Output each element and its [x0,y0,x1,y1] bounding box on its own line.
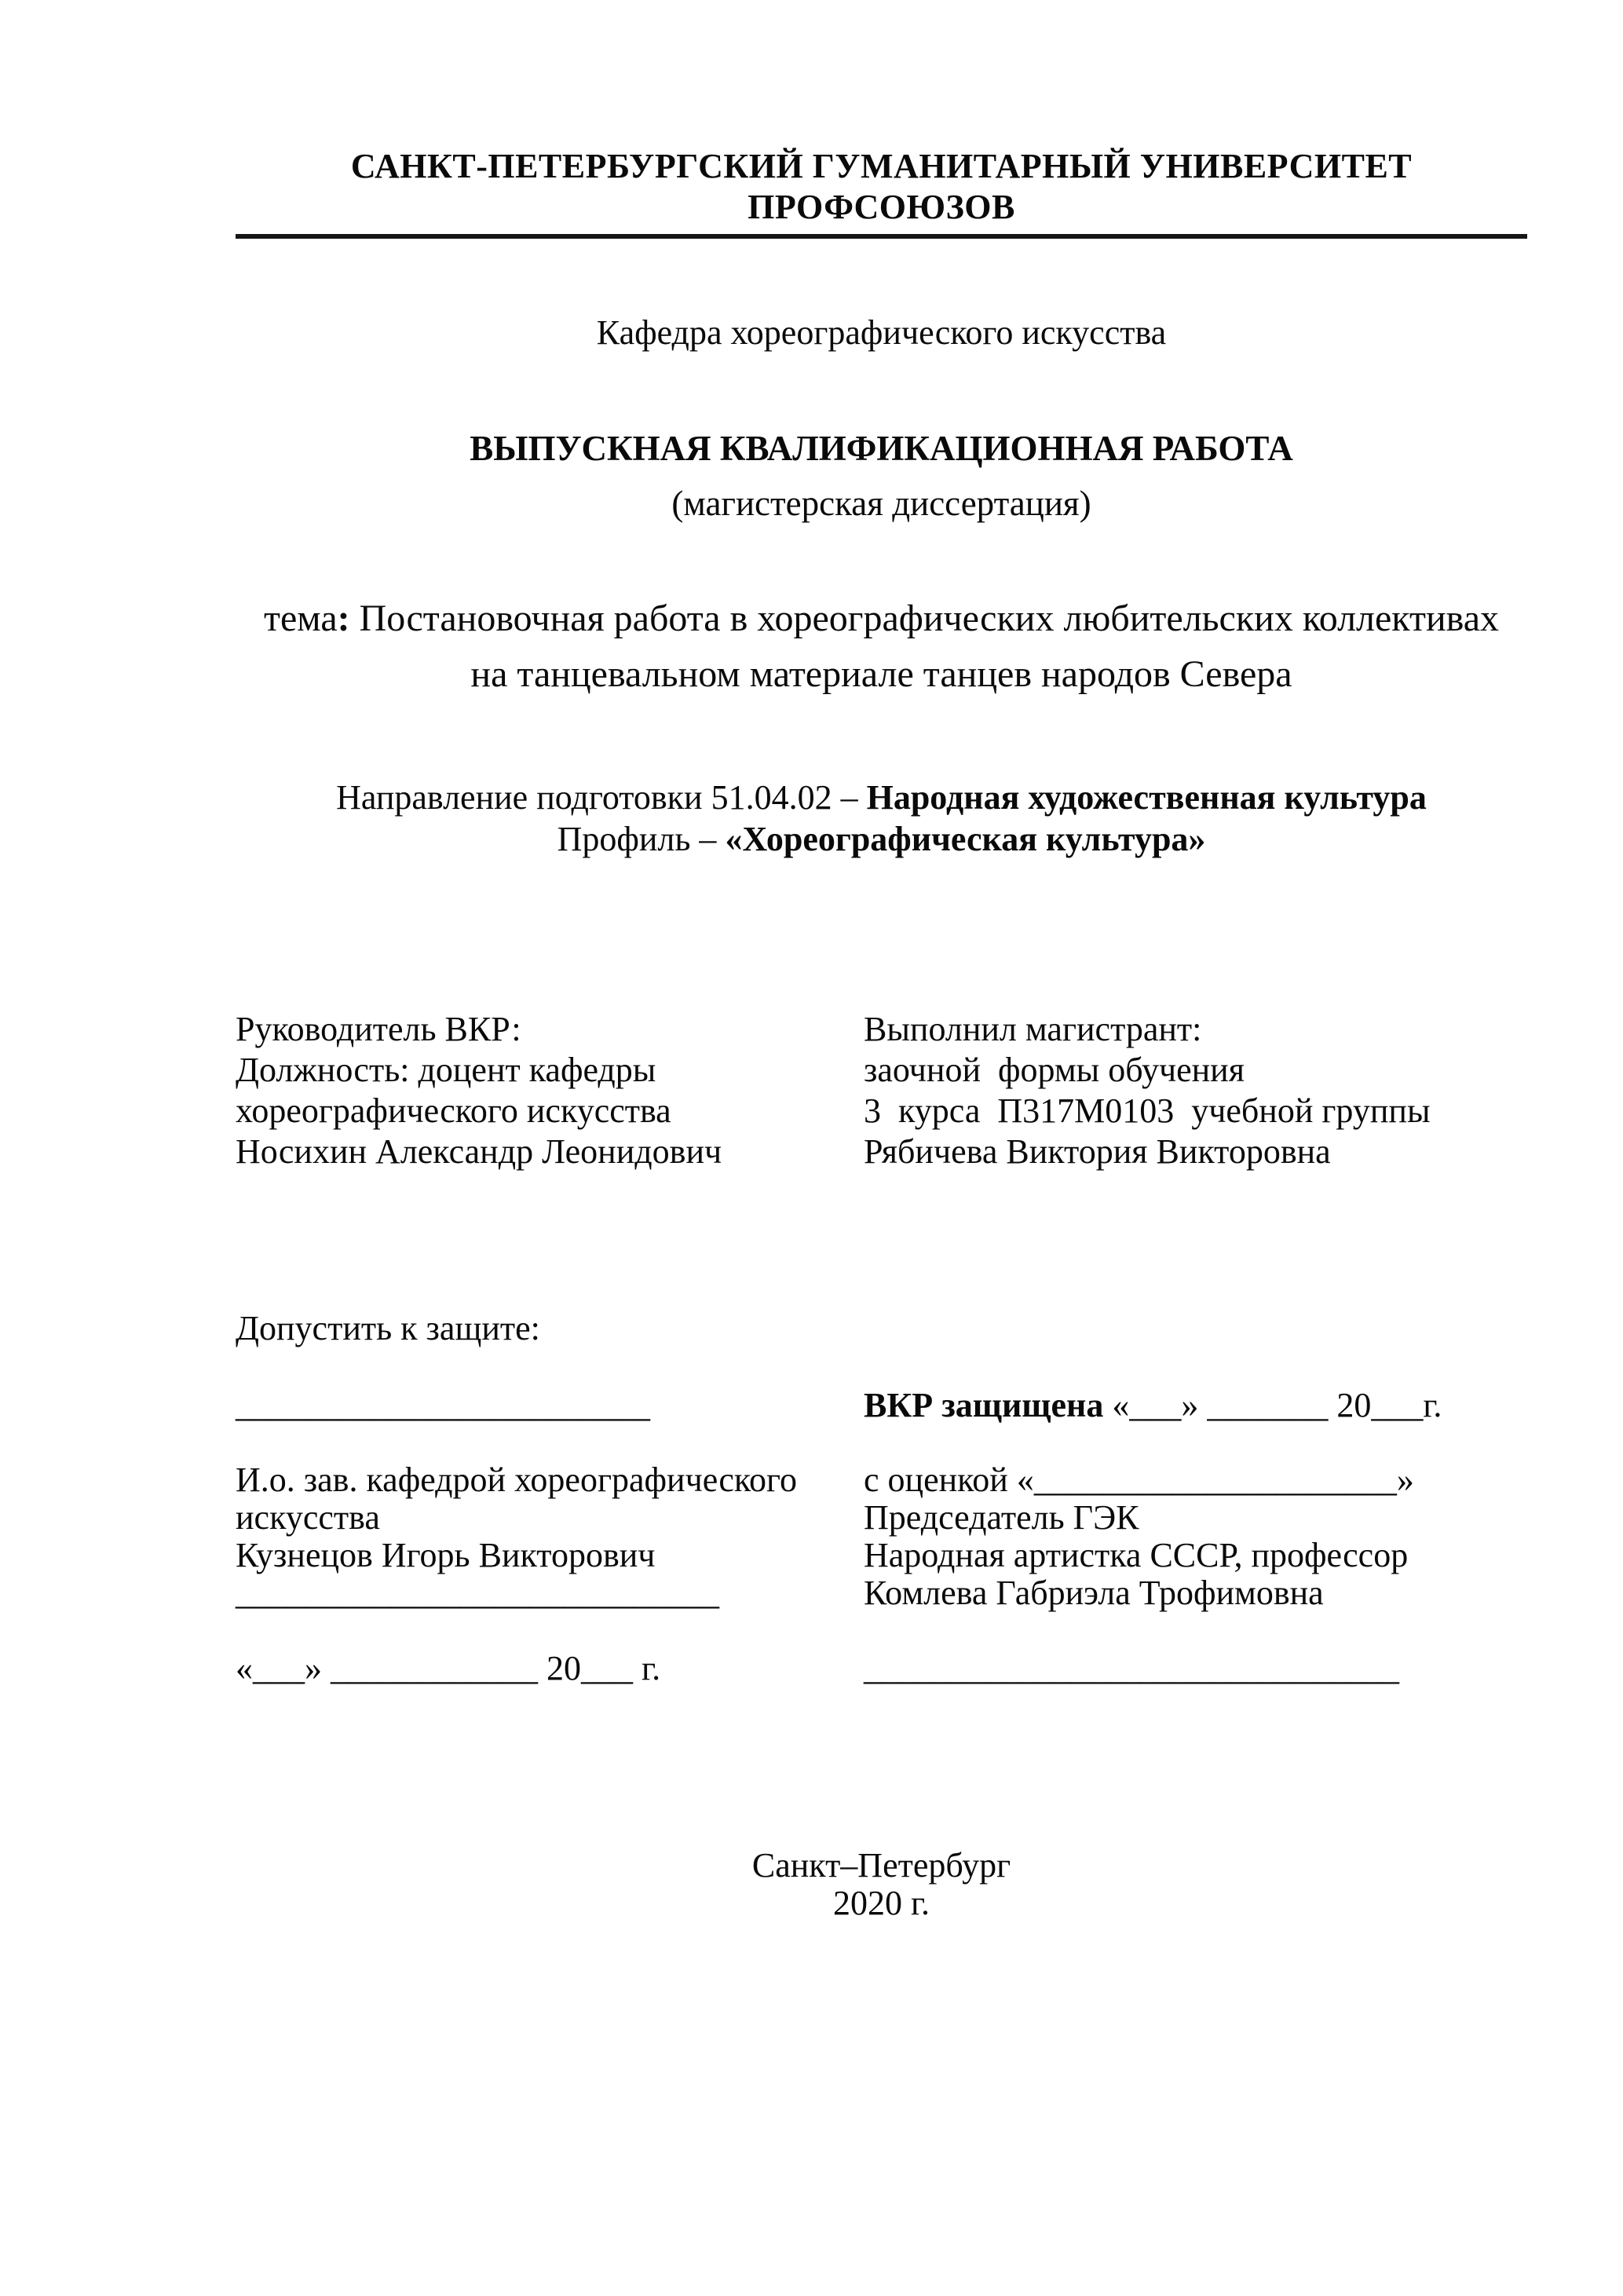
student-group: 3 курса П317М0103 учебной группы [864,1091,1431,1130]
profile-name: «Хореографическая культура» [725,820,1206,858]
student-name: Рябичева Виктория Викторовна [864,1132,1331,1171]
theme-block [236,590,1527,702]
profile-prefix: Профиль – [557,820,726,858]
work-title-block [236,421,1527,531]
direction-line [236,777,1527,818]
gek-chair-title: Председатель ГЭК [864,1498,1139,1537]
direction-specialty: Народная художественная культура [866,778,1427,817]
department-line: Кафедра хореографического искусства [596,313,1167,352]
supervisor-name: Носихин Александр Леонидович [236,1132,722,1171]
supervisor-position-1: Должность: доцент кафедры [236,1051,656,1089]
supervisor-position-2: хореографического искусства [236,1091,671,1130]
theme-label: тема [264,598,338,639]
gek-chair-name: Комлева Габриэла Трофимовна [864,1574,1324,1612]
direction-block [236,777,1527,860]
date-blank-line: «___» ____________ 20___ г. [236,1649,661,1687]
people-block [236,1009,1527,1172]
acting-head-line-1: И.о. зав. кафедрой хореографического [236,1461,797,1499]
acting-head-line-2: искусства [236,1498,380,1537]
theme-colon: : [337,598,350,639]
student-role: Выполнил магистрант: [864,1010,1202,1048]
theme-line-1 [236,590,1527,646]
defended-line [864,1385,1442,1426]
student-form: заочной формы обучения [864,1051,1245,1089]
defended-date-blank: «___» _______ 20___г. [1103,1386,1442,1424]
supervisor-column [236,1009,864,1172]
admit-signature-line: ________________________ [236,1386,650,1424]
gek-chair-description: Народная артистка СССР, профессор [864,1536,1409,1574]
supervisor-role: Руководитель ВКР: [236,1010,521,1048]
university-name: САНКТ-ПЕТЕРБУРГСКИЙ ГУМАНИТАРНЫЙ УНИВЕРСИТЕТ ПРОФСОЮЗОВ [350,147,1413,226]
signature-row-6 [236,1648,1527,1812]
university-header [236,146,1527,239]
head-name: Кузнецов Игорь Викторович [236,1536,656,1574]
theme-line-2: на танцевальном материале танцев народов Севера [470,653,1292,695]
work-title: ВЫПУСКНАЯ КВАЛИФИКАЦИОННАЯ РАБОТА [470,429,1293,468]
admit-to-defense-label: Допустить к защите: [236,1309,540,1347]
city-line: Санкт–Петербург [751,1846,1011,1885]
defended-label: ВКР защищена [864,1386,1104,1424]
grade-blank-line: с оценкой «_____________________» [864,1461,1414,1499]
theme-text: Постановочная работа в хореографических любительских коллективах [349,598,1499,639]
student-column [864,1009,1527,1172]
direction-prefix: Направление подготовки 51.04.02 – [336,778,867,817]
work-subtitle: (магистерская диссертация) [671,484,1091,523]
year-line: 2020 г. [832,1884,930,1922]
profile-line [236,818,1527,860]
head-signature-line: ____________________________ [236,1574,719,1612]
footer-block [236,1847,1527,1922]
chair-signature-line: _______________________________ [864,1649,1399,1687]
